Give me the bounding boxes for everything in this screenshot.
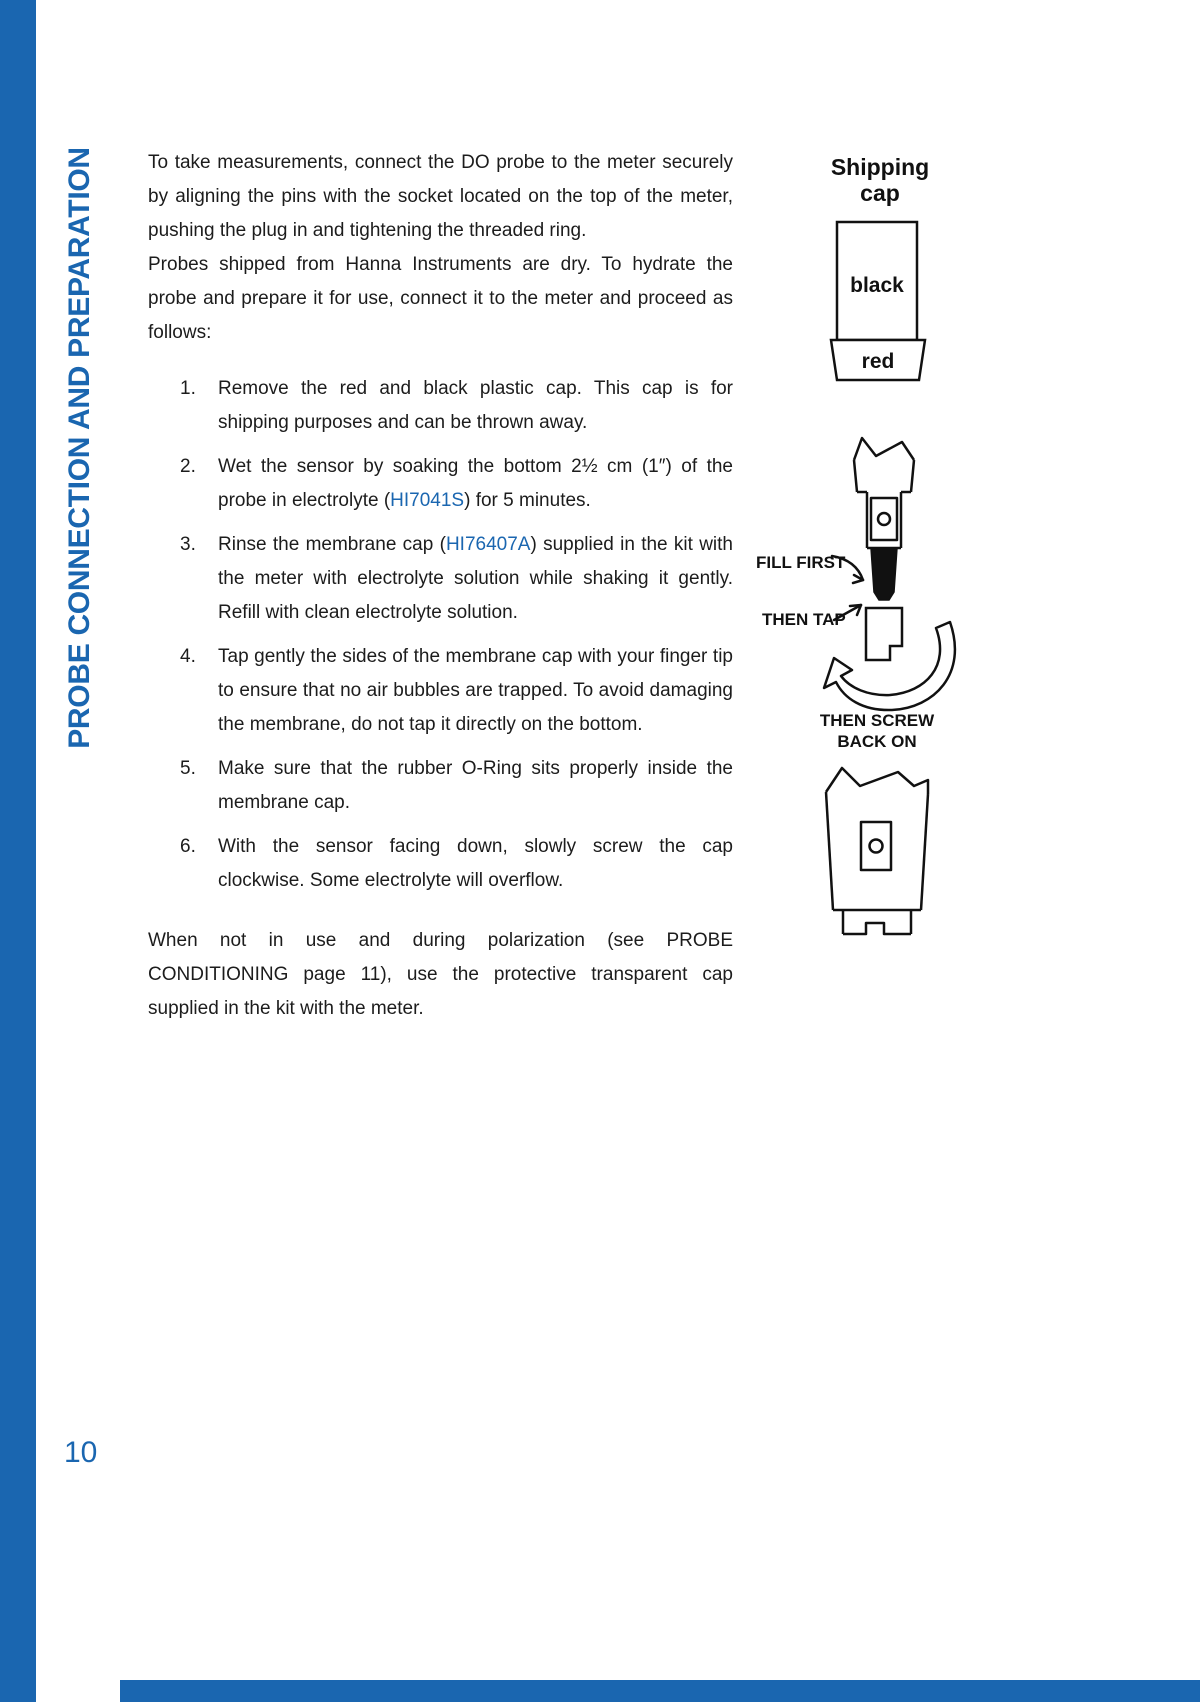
list-item	[148, 640, 733, 742]
probe-threaded-tip	[871, 548, 897, 600]
list-item-text: Tap gently the sides of the membrane cap with your finger tip to ensure that no air bubbles are trapped. To avoid damaging the membrane, do not tap it directly on the bottom.	[218, 646, 733, 735]
assembled-probe-figure	[818, 760, 938, 950]
instruction-list	[148, 372, 733, 898]
list-item-number: 2.	[180, 456, 196, 477]
list-item	[148, 528, 733, 630]
then-screw-label-line2: BACK ON	[837, 732, 917, 751]
assembled-probe-outline	[826, 768, 928, 934]
paragraph-closing: When not in use and during polarization (see PROBE CONDITIONING page 11), use the protective transparent cap supplied in the kit with the meter.	[148, 930, 733, 1019]
cap-red-text: red	[861, 350, 895, 373]
product-code: HI7041S	[390, 490, 465, 511]
body-content	[148, 146, 733, 1026]
product-code: HI76407A	[445, 534, 531, 555]
list-item-text: With the sensor facing down, slowly screw the cap clockwise. Some electrolyte will overflow.	[218, 836, 733, 891]
membrane-cap	[866, 608, 902, 660]
list-item-number: 5.	[180, 758, 196, 779]
probe-body-outline	[854, 438, 914, 548]
then-screw-label	[812, 710, 942, 752]
list-item-text: Remove the red and black plastic cap. This cap is for shipping purposes and can be thrown away.	[218, 378, 733, 433]
list-item	[148, 450, 733, 518]
paragraph-intro-1: To take measurements, connect the DO probe to the meter securely by aligning the pins with the socket located on the top of the meter, pushing the plug in and tightening the threaded ring.	[148, 152, 733, 241]
list-item-text: Rinse the membrane cap (HI76407A) supplied in the kit with the meter with electrolyte solution while shaking it gently. Refill with clean electrolyte solution.	[218, 534, 733, 623]
list-item	[148, 752, 733, 820]
list-item-number: 1.	[180, 378, 196, 399]
shipping-cap-label	[818, 154, 942, 206]
list-item-text: Wet the sensor by soaking the bottom 2½ cm (1″) of the probe in electrolyte (HI7041S) for 5 minutes.	[218, 456, 733, 511]
list-item-number: 6.	[180, 836, 196, 857]
list-item	[148, 830, 733, 898]
section-title-vertical: PROBE CONNECTION AND PREPARATION	[63, 147, 96, 749]
shipping-cap-label-line1: Shipping	[830, 154, 930, 180]
cap-black-text: black	[850, 274, 904, 297]
list-item-text: Make sure that the rubber O-Ring sits properly inside the membrane cap.	[218, 758, 733, 813]
list-item-number: 3.	[180, 534, 196, 555]
page-number: 10	[64, 1436, 98, 1469]
list-item	[148, 372, 733, 440]
shipping-cap-label-line2: cap	[860, 180, 900, 206]
then-tap-label: THEN TAP	[762, 610, 846, 629]
list-item-number: 4.	[180, 646, 196, 667]
probe-fill-figure	[744, 430, 966, 730]
bottom-accent-bar	[120, 1680, 1200, 1702]
then-screw-label-line1: THEN SCREW	[819, 711, 935, 730]
paragraph-intro-2: Probes shipped from Hanna Instruments are dry. To hydrate the probe and prepare it for use, connect it to the meter and proceed as follows:	[148, 254, 733, 343]
shipping-cap-figure	[828, 220, 928, 385]
left-accent-strip	[0, 0, 36, 1702]
fill-first-label: FILL FIRST	[756, 553, 846, 572]
